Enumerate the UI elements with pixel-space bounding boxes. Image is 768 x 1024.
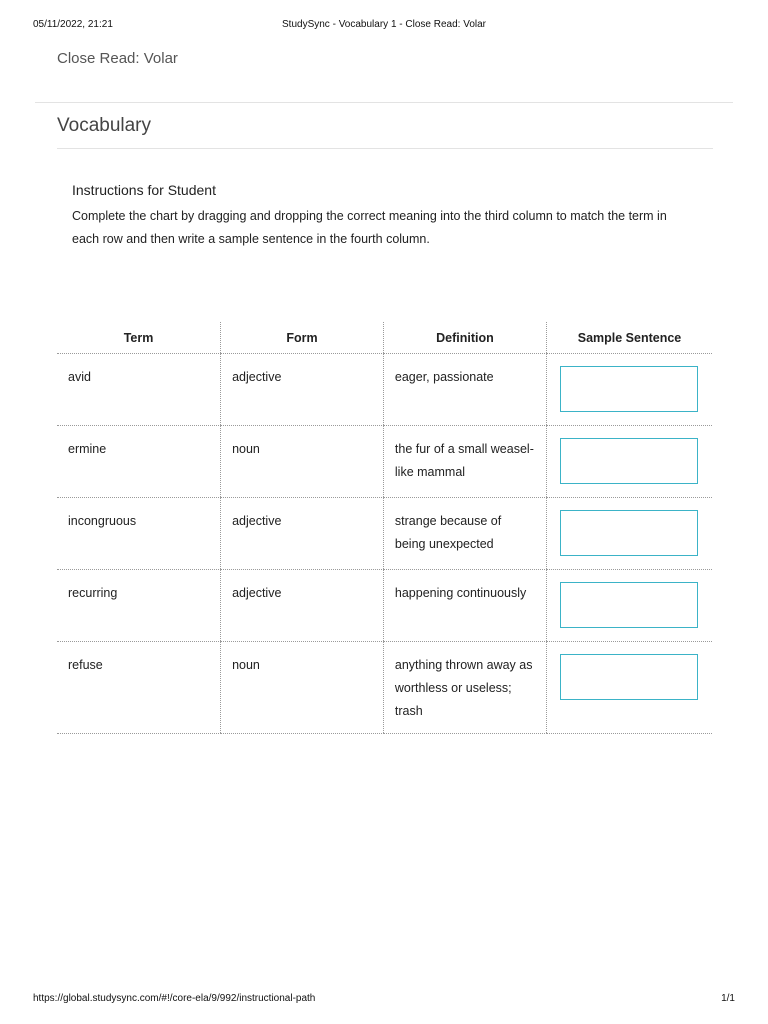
table-row [57, 570, 712, 642]
instructions-text: Complete the chart by dragging and dropping the correct meaning into the third column to match the term in each row and then write a sample sentence in the fourth column. [72, 209, 667, 246]
print-footer [33, 993, 735, 1007]
sample-sentence-input[interactable] [560, 438, 698, 484]
vocabulary-table [57, 322, 712, 734]
table-row [57, 426, 712, 498]
definition-cell[interactable]: eager, passionate [394, 370, 494, 384]
print-url: https://global.studysync.com/#!/core-ela/9/992/instructional-path [33, 993, 316, 1004]
instructions-heading: Instructions for Student [72, 182, 216, 198]
form-cell: adjective [232, 370, 282, 384]
sample-sentence-input[interactable] [560, 582, 698, 628]
print-page-number: 1/1 [721, 993, 735, 1004]
table-row [57, 642, 712, 734]
print-header [33, 19, 735, 33]
definition-cell[interactable]: anything thrown away as worthless or useless; trash [394, 658, 533, 718]
definition-cell[interactable]: happening continuously [394, 586, 527, 600]
header-sample-sentence: Sample Sentence [547, 322, 713, 354]
header-form: Form [221, 322, 384, 354]
table-row [57, 354, 712, 426]
definition-cell[interactable]: strange because of being unexpected [394, 514, 502, 551]
header-term: Term [57, 322, 221, 354]
table-row [57, 498, 712, 570]
form-cell: noun [232, 658, 260, 672]
term-cell: ermine [68, 442, 107, 456]
print-doc-title: StudySync - Vocabulary 1 - Close Read: Volar [282, 19, 486, 30]
header-divider [35, 102, 733, 103]
term-cell: incongruous [68, 514, 137, 528]
term-cell: recurring [68, 586, 118, 600]
form-cell: adjective [232, 514, 282, 528]
term-cell: avid [68, 370, 91, 384]
table-header-row [57, 322, 712, 354]
definition-cell[interactable]: the fur of a small weasel-like mammal [394, 442, 534, 479]
form-cell: noun [232, 442, 260, 456]
header-definition: Definition [383, 322, 546, 354]
term-cell: refuse [68, 658, 103, 672]
section-title: Vocabulary [57, 115, 152, 136]
sample-sentence-input[interactable] [560, 366, 698, 412]
lesson-title: Close Read: Volar [57, 50, 178, 67]
sample-sentence-input[interactable] [560, 510, 698, 556]
print-datetime: 05/11/2022, 21:21 [33, 19, 113, 30]
sample-sentence-input[interactable] [560, 654, 698, 700]
form-cell: adjective [232, 586, 282, 600]
section-divider [57, 148, 713, 149]
